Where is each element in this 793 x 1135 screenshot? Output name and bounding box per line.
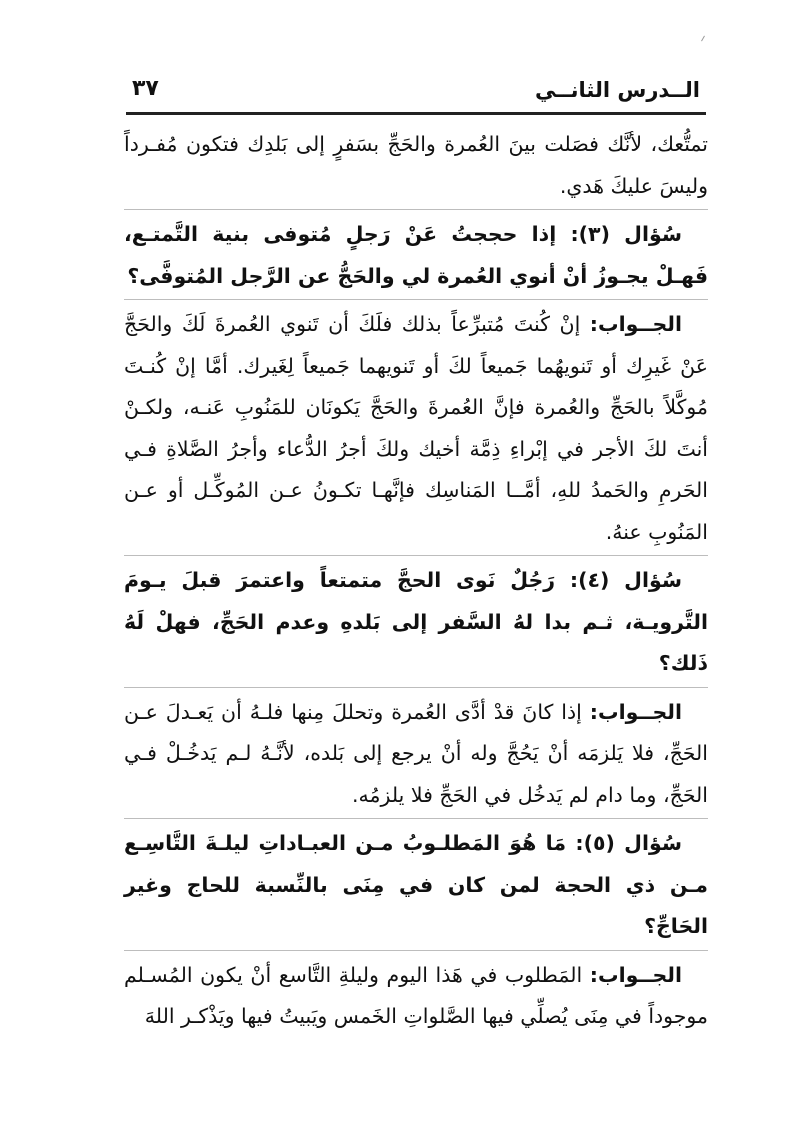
question-text: رَجُلٌ نَوى الحجَّ متمتعاً واعتمرَ قبلَ يـومَ التَّرويـة، ثـم بدا لهُ السَّفر إلى بَلدهِ وعدم الحَجِّ، فهلْ لَهُ ذَلك؟ [124,568,708,675]
question-4 [124,560,708,685]
question-label: سُؤال (٥): [575,831,682,855]
section-divider [124,209,708,210]
page-body [124,124,708,1038]
section-divider [124,687,708,688]
question-label: سُؤال (٣): [570,222,682,246]
answer-label: الجــواب: [589,962,682,987]
continuation-paragraph [124,124,708,207]
answer-4 [124,692,708,817]
paragraph-text: تمتُّعك، لأنَّك فصَلت بينَ العُمرة والحَجِّ بسَفرٍ إلى بَلدِك فتكون مُفـرداً وليسَ عليكَ هَدي. [124,132,708,198]
answer-text: المَطلوب في هَذا اليوم وليلةِ التَّاسع أنْ يكون المُسـلم موجوداً في مِنَى يُصلِّي فيها الصَّلواتِ الخَمس ويَبيتُ فيها ويَذْكـر اللهَ [124,962,708,1028]
question-3 [124,214,708,297]
scan-mark [701,36,705,42]
question-text: إذا حججتُ عَنْ رَجلٍ مُتوفى بنية التَّمتـع، فَهـلْ يجـوزُ أنْ أنوي العُمرة لي والحَجُّ عن الرَّجل المُتوفَّى؟ [124,222,708,288]
header-rule [126,112,706,115]
section-divider [124,299,708,300]
question-5 [124,823,708,948]
section-divider [124,950,708,951]
page-header [126,72,706,116]
section-divider [124,818,708,819]
answer-5 [124,955,708,1038]
lesson-title: الــدرس الثانــي [535,78,700,102]
answer-label: الجــواب: [589,699,682,724]
page-number: ٣٧ [132,76,159,101]
answer-text: إنْ كُنتَ مُتبرِّعاً بذلك فلَكَ أن تَنوي العُمرةَ لَكَ والحَجَّ عَنْ غَيرِك أو تَنويهُما جَميعاً لكَ أو تَنويهما جَميعاً لِغَيرك. أمَّا إنْ كُنـتَ مُوكَّلاً بالحَجِّ والعُمرة فإنَّ العُمرةَ والحَجَّ يَكونَان للمَنُوبِ عَنـه، ولكـنْ أنتَ لكَ الأجر في إبْراءِ ذِمَّة أخيك ولكَ أجرُ الدُّعاء وأجرُ الصَّلاةِ فـي الحَرمِ والحَمدُ للهِ، أمَّــا المَناسِك فإنَّهـا تكـونُ عـن المُوكِّـل أو عـن المَنُوبِ عنهُ. [124,312,708,544]
section-divider [124,555,708,556]
answer-label: الجــواب: [589,312,682,336]
answer-text: إذا كانَ قدْ أدَّى العُمرة وتحللَ مِنها فلـهُ أن يَعـدلَ عـن الحَجِّ، فلا يَلزمَه أنْ يَحُجَّ وله أنْ يرجع إلى بَلده، لأنَّـهُ لـم يَدخُـلْ فـي الحَجِّ، وما دام لم يَدخُل في الحَجِّ فلا يلزمُه. [124,699,708,807]
question-text: مَا هُوَ المَطلـوبُ مـن العبـاداتِ ليلـةَ التَّاسِـع مـن ذي الحجة لمن كان في مِنَى بالنِّسبة للحاج وغير الحَاجِّ؟ [124,831,708,938]
answer-3 [124,304,708,553]
question-label: سُؤال (٤): [569,568,682,592]
